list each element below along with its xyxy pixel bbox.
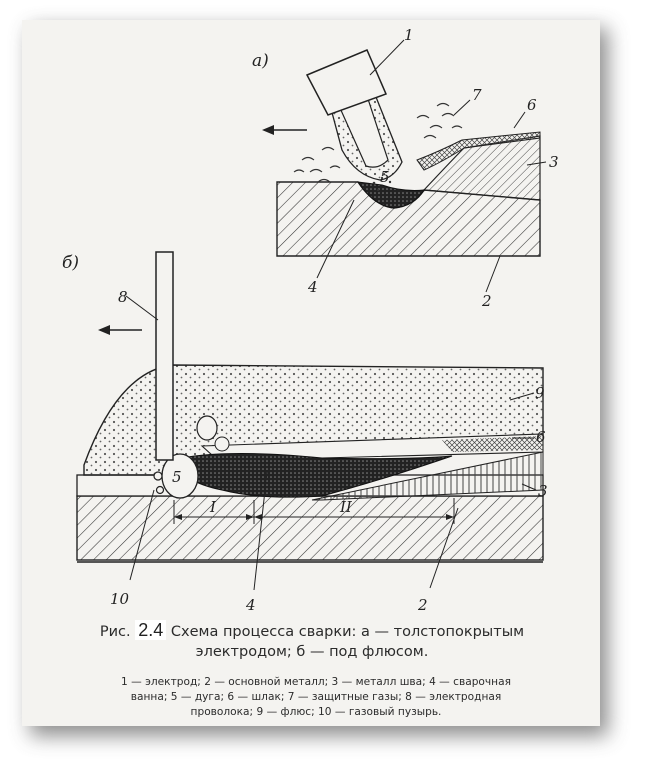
caption-text-2: электродом; б — под флюсом.: [195, 644, 429, 660]
label-b-3: 3: [538, 482, 548, 500]
label-a-7: 7: [472, 86, 482, 104]
panel-a-label: а): [252, 51, 269, 71]
zone-ii-label: II: [340, 498, 352, 516]
label-a-4: 4: [308, 278, 318, 296]
welding-diagram: [22, 20, 600, 620]
label-b-9: 9: [535, 384, 545, 402]
caption-text: Схема процесса сварки: а — толстопокрытым: [170, 624, 525, 640]
figure-legend: [66, 675, 566, 720]
label-b-5: 5: [172, 468, 182, 486]
label-a-1: 1: [404, 26, 414, 44]
figure-caption: [52, 620, 572, 662]
legend-line: проволока; 9 — флюс; 10 — газовый пузырь.: [190, 706, 442, 718]
panel-a: [252, 26, 559, 310]
label-a-2: 2: [482, 292, 492, 310]
label-b-4: 4: [246, 596, 256, 614]
legend-line: 1 — электрод; 2 — основной металл; 3 — металл шва; 4 — сварочная: [121, 676, 511, 688]
label-a-5: 5: [380, 168, 390, 186]
label-b-6: 6: [536, 428, 546, 446]
figure-number: 2.4: [135, 620, 166, 640]
label-b-8: 8: [118, 288, 128, 306]
label-b-2: 2: [418, 596, 428, 614]
legend-line: ванна; 5 — дуга; 6 — шлак; 7 — защитные газы; 8 — электродная: [130, 691, 502, 703]
label-b-10: 10: [110, 590, 130, 608]
caption-prefix: Рис.: [99, 624, 131, 640]
panel-b: [62, 252, 548, 614]
panel-b-label: б): [62, 253, 80, 273]
label-a-3: 3: [549, 153, 559, 171]
scanned-page: [22, 20, 600, 726]
label-a-6: 6: [527, 96, 537, 114]
zone-i-label: I: [210, 498, 216, 516]
